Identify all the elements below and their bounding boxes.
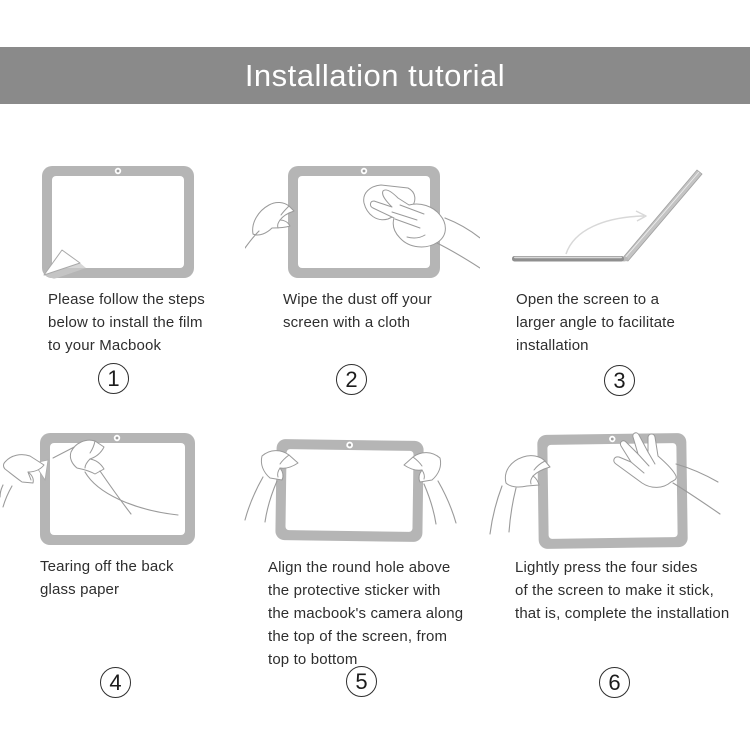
step-5-caption (268, 556, 463, 671)
wipe-screen-illustration (245, 158, 480, 283)
caption-line: the macbook's camera along (268, 605, 464, 622)
caption-line: the top of the screen, from (268, 628, 448, 645)
step-3-number-badge: 3 (604, 365, 635, 396)
pinch-hand-icon (245, 202, 294, 248)
caption-line: Align the round hole above (268, 559, 451, 576)
film-peel-illustration (28, 158, 198, 283)
step-1-caption (48, 288, 205, 357)
caption-line: that is, complete the installation (515, 605, 730, 622)
caption-line: of the screen to make it stick, (515, 582, 714, 599)
page-title-banner (0, 47, 750, 104)
caption-line: glass paper (40, 581, 120, 598)
step-1-number-badge: 1 (98, 363, 129, 394)
caption-line: Wipe the dust off your (283, 291, 432, 308)
step-6-number-badge: 6 (599, 667, 630, 698)
caption-line: larger angle to facilitate (516, 314, 675, 331)
caption-line: installation (516, 337, 589, 354)
step-3-caption (516, 288, 675, 357)
tear-backing-illustration (0, 425, 220, 555)
caption-line: the protective sticker with (268, 582, 441, 599)
step-4-caption (40, 555, 174, 601)
caption-line: Please follow the steps (48, 291, 205, 308)
open-laptop-illustration (500, 158, 720, 283)
caption-line: Tearing off the back (40, 558, 174, 575)
tablet-screen (285, 449, 413, 532)
align-film-illustration (235, 425, 475, 560)
caption-line: Lightly press the four sides (515, 559, 698, 576)
press-sides-illustration (485, 420, 750, 560)
caption-line: top to bottom (268, 651, 358, 668)
tablet-screen (52, 176, 184, 268)
caption-line: Open the screen to a (516, 291, 660, 308)
step-4-number-badge: 4 (100, 667, 131, 698)
step-5-number-badge: 5 (346, 666, 377, 697)
caption-line: to your Macbook (48, 337, 162, 354)
page-title: Installation tutorial (244, 57, 506, 93)
step-2-number-badge: 2 (336, 364, 367, 395)
step-2-caption (283, 288, 432, 334)
step-6-caption (515, 556, 729, 625)
caption-line: screen with a cloth (283, 314, 411, 331)
caption-line: below to install the film (48, 314, 203, 331)
